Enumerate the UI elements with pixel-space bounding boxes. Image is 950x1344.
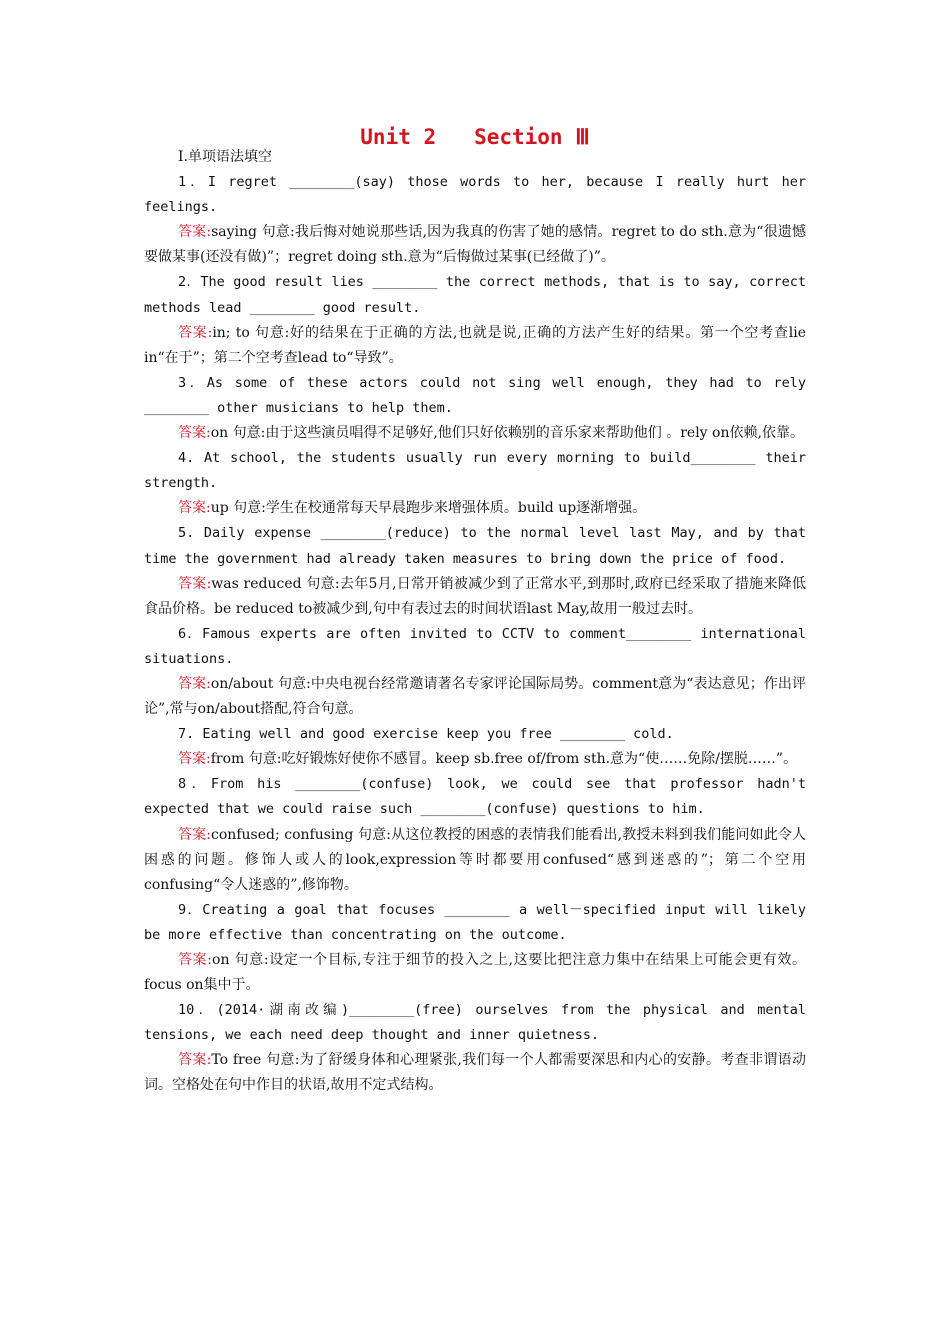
question-2: 2．The good result lies ________ the correct methods, that is to say, correct methods lead ________ good result. [144, 274, 806, 316]
answer-label: 答案: [178, 675, 211, 692]
page-title: Unit 2 Section Ⅲ [360, 125, 590, 149]
answer-text: saying 句意:我后悔对她说那些话,因为我真的伤害了她的感情。regret to do sth.意为“很遗憾要做某事(还没有做)”；regret doing sth.意为“后悔做过某事(已经做了)”。 [144, 224, 806, 266]
answer-1 [144, 220, 806, 270]
exercise-list [144, 170, 806, 1098]
answer-text: was reduced 句意:去年5月,日常开销被减少到了正常水平,到那时,政府已经采取了措施来降低食品价格。be reduced to被减少到,句中有表过去的时间状语last May,故用一般过去时。 [144, 575, 806, 617]
answer-label: 答案: [178, 324, 213, 341]
answer-10 [144, 1048, 806, 1098]
question-6: 6．Famous experts are often invited to CCTV to comment________ international situations. [144, 625, 806, 667]
exercise-content [144, 145, 806, 1099]
answer-text: confused; confusing 句意:从这位教授的困惑的表情我们能看出,教授未料到我们能问如此令人困惑的问题。修饰人或人的look,expression等时都要用confused“感到迷惑的”；第二个空用confusing“令人迷惑的”,修饰物。 [144, 826, 807, 893]
answer-4 [144, 496, 806, 521]
answer-text: on 句意:设定一个目标,专注于细节的投入之上,这要比把注意力集中在结果上可能会更有效。focus on集中于。 [144, 952, 807, 994]
answer-7 [144, 747, 806, 772]
answer-label: 答案: [178, 826, 212, 843]
answer-text: up 句意:学生在校通常每天早晨跑步来增强体质。build up逐渐增强。 [210, 500, 647, 517]
question-7: 7. Eating well and good exercise keep you free ________ cold. [178, 726, 674, 743]
answer-3 [144, 421, 806, 446]
question-5: 5. Daily expense ________(reduce) to the normal level last May, and by that time the government had already taken measures to bring down the price of food. [144, 525, 806, 567]
answer-text: in; to 句意:好的结果在于正确的方法,也就是说,正确的方法产生好的结果。第一个空考查lie in“在于”；第二个空考查lead to“导致”。 [144, 324, 807, 366]
answer-label: 答案: [178, 575, 212, 592]
answer-text: To free 句意:为了舒缓身体和心理紧张,我们每一个人都需要深思和内心的安静。考查非谓语动词。空格处在句中作目的状语,故用不定式结构。 [144, 1052, 806, 1094]
section-heading: Ⅰ.单项语法填空 [178, 149, 272, 165]
answer-text: from 句意:吃好锻炼好使你不感冒。keep sb.free of/from sth.意为“使……免除/摆脱……”。 [210, 751, 798, 768]
question-10: 10．(2014·湖南改编)________(free) ourselves from the physical and mental tensions, we each need deep thought and inner quietness. [144, 1002, 806, 1044]
question-8: 8．From his ________(confuse) look, we could see that professor hadn't expected that we could raise such ________(confuse) questions to him. [144, 776, 806, 818]
answer-label: 答案: [178, 224, 212, 241]
answer-5 [144, 572, 806, 622]
answer-label: 答案: [178, 952, 213, 968]
answer-2 [144, 321, 806, 371]
question-1: 1．I regret ________(say) those words to her, because I really hurt her feelings. [144, 174, 806, 216]
answer-text: on 句意:由于这些演员唱得不足够好,他们只好依赖别的音乐家来帮助他们 。rely on依赖,依靠。 [210, 425, 804, 442]
question-9: 9．Creating a goal that focuses ________ a well－specified input will likely be more effective than concentrating on the outcome. [144, 901, 806, 943]
question-3: 3．As some of these actors could not sing well enough, they had to rely ________ other musicians to help them. [144, 374, 806, 416]
answer-6 [144, 672, 806, 722]
answer-label: 答案: [178, 425, 211, 442]
answer-8 [144, 823, 806, 898]
answer-label: 答案: [178, 1052, 212, 1069]
answer-label: 答案: [178, 751, 211, 768]
answer-9 [144, 948, 806, 998]
answer-label: 答案: [178, 500, 211, 517]
question-4: 4. At school, the students usually run every morning to build________ their strength. [144, 450, 806, 492]
answer-text: on/about 句意:中央电视台经常邀请著名专家评论国际局势。comment意为“表达意见；作出评论”,常与on/about搭配,符合句意。 [144, 675, 806, 718]
